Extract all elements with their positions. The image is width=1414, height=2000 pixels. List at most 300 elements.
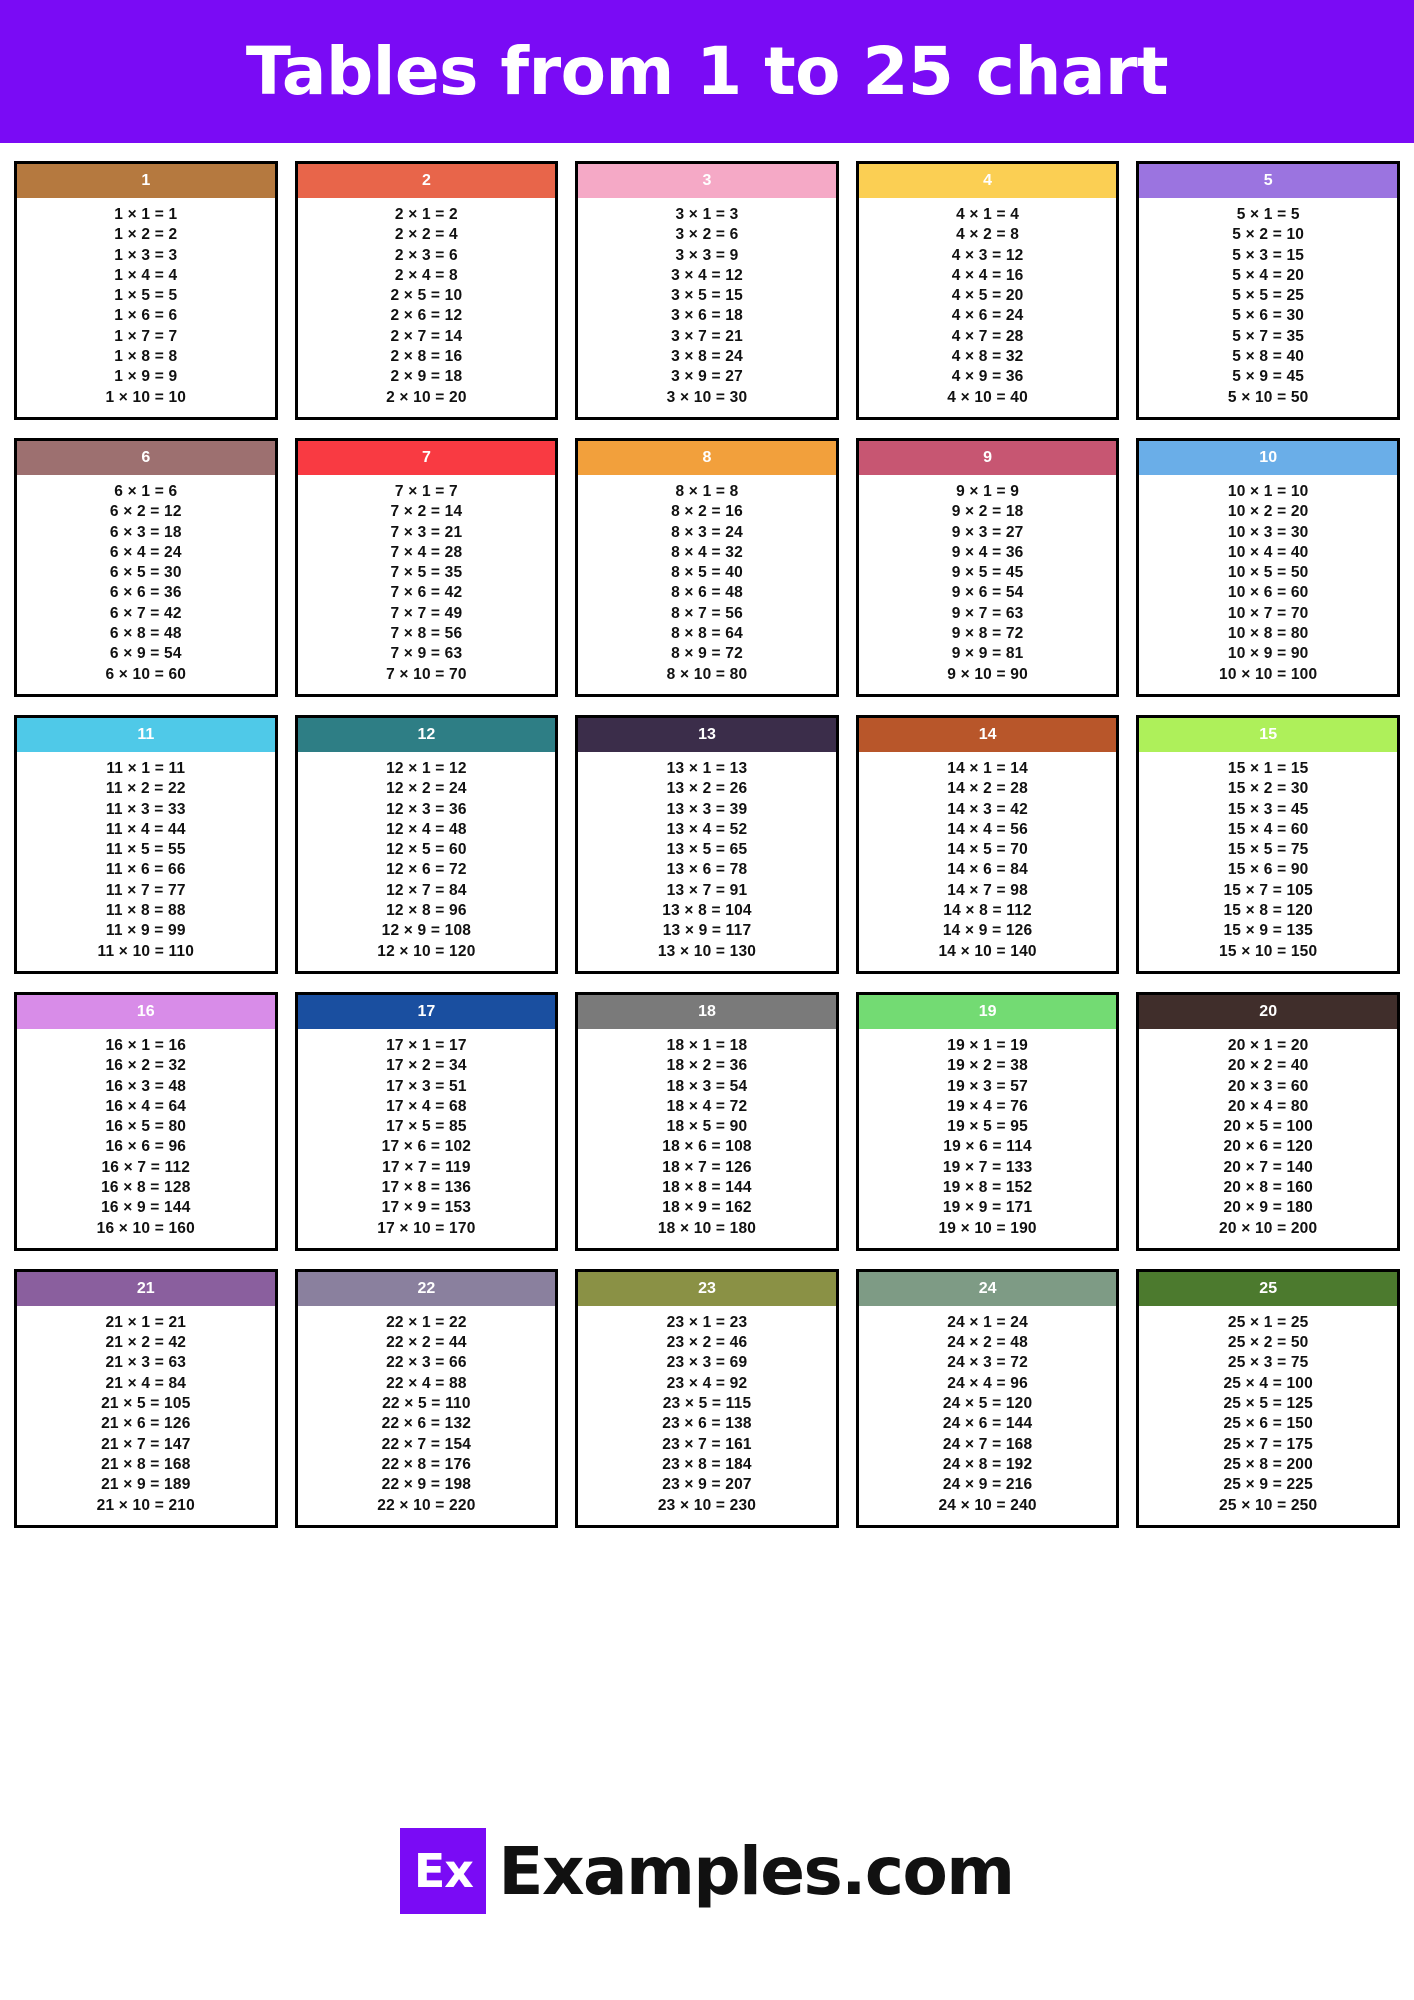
- table-row: 22 × 7 = 154: [381, 1435, 472, 1453]
- table-card: [295, 161, 559, 420]
- table-row: 9 × 7 = 63: [951, 604, 1024, 622]
- table-row: 10 × 7 = 70: [1227, 604, 1309, 622]
- table-row: 14 × 2 = 28: [947, 780, 1028, 798]
- table-row: 3 × 1 = 3: [675, 206, 739, 223]
- table-row: 13 × 6 = 78: [666, 861, 748, 879]
- table-row: 16 × 5 = 80: [105, 1118, 187, 1136]
- table-row: 11 × 2 = 22: [105, 780, 186, 798]
- table-row: 7 × 5 = 35: [390, 564, 463, 582]
- table-row: 24 × 6 = 144: [942, 1415, 1033, 1433]
- table-row: 11 × 8 = 88: [105, 902, 186, 920]
- table-row: 8 × 4 = 32: [671, 543, 743, 561]
- table-row: 2 × 4 = 8: [394, 266, 458, 284]
- table-row: 11 × 6 = 66: [105, 861, 186, 879]
- table-row: 1 × 9 = 9: [114, 368, 178, 386]
- table-row: 6 × 1 = 6: [114, 482, 178, 500]
- table-card-body: [859, 475, 1117, 694]
- table-row: 7 × 10 = 70: [386, 665, 467, 683]
- table-card-body: [1139, 198, 1397, 417]
- table-row: 13 × 2 = 26: [666, 780, 748, 798]
- table-row: 16 × 4 = 64: [105, 1097, 187, 1115]
- table-row: 15 × 6 = 90: [1227, 861, 1309, 879]
- table-card-header: 3: [578, 164, 836, 198]
- table-card-body: [17, 1306, 275, 1525]
- table-row: 16 × 7 = 112: [101, 1158, 191, 1176]
- table-card-header: 17: [298, 995, 556, 1029]
- table-row: 10 × 4 = 40: [1227, 543, 1309, 561]
- table-card-body: [859, 198, 1117, 417]
- table-row: 12 × 10 = 120: [377, 942, 476, 960]
- table-row: 25 × 6 = 150: [1223, 1415, 1313, 1433]
- table-row: 2 × 6 = 12: [390, 307, 463, 325]
- table-row: 19 × 8 = 152: [942, 1178, 1033, 1196]
- table-row: 9 × 3 = 27: [951, 523, 1024, 541]
- table-card: [1136, 715, 1400, 974]
- table-row: 3 × 6 = 18: [671, 307, 743, 325]
- table-row: 23 × 9 = 207: [662, 1476, 752, 1494]
- table-card: [856, 438, 1120, 697]
- table-row: 1 × 1 = 1: [114, 206, 178, 223]
- table-row: 10 × 3 = 30: [1227, 523, 1309, 541]
- table-row: 4 × 4 = 16: [951, 266, 1024, 284]
- table-card-header: 25: [1139, 1272, 1397, 1306]
- table-row: 19 × 3 = 57: [947, 1077, 1028, 1095]
- table-row: 22 × 8 = 176: [381, 1455, 472, 1473]
- table-row: 22 × 1 = 22: [386, 1313, 467, 1331]
- table-card-header: 22: [298, 1272, 556, 1306]
- table-row: 19 × 7 = 133: [942, 1158, 1033, 1176]
- table-card: [14, 715, 278, 974]
- table-card: [575, 992, 839, 1251]
- table-row: 10 × 6 = 60: [1227, 584, 1309, 602]
- table-row: 17 × 1 = 17: [386, 1036, 467, 1054]
- tables-grid: [0, 143, 1414, 1528]
- table-row: 2 × 8 = 16: [390, 348, 463, 366]
- table-row: 10 × 8 = 80: [1227, 625, 1309, 643]
- table-row: 4 × 7 = 28: [951, 327, 1024, 345]
- table-row: 2 × 10 = 20: [386, 388, 467, 406]
- table-row: 19 × 5 = 95: [947, 1118, 1028, 1136]
- table-row: 21 × 8 = 168: [101, 1455, 191, 1473]
- table-row: 6 × 9 = 54: [109, 645, 182, 663]
- table-row: 17 × 3 = 51: [386, 1077, 467, 1095]
- table-row: 16 × 3 = 48: [105, 1077, 187, 1095]
- table-row: 24 × 8 = 192: [942, 1455, 1033, 1473]
- table-row: 1 × 4 = 4: [114, 266, 178, 284]
- table-row: 20 × 8 = 160: [1223, 1178, 1313, 1196]
- table-row: 7 × 4 = 28: [390, 543, 463, 561]
- table-row: 25 × 1 = 25: [1227, 1313, 1309, 1331]
- table-row: 9 × 8 = 72: [951, 625, 1024, 643]
- table-card-header: 23: [578, 1272, 836, 1306]
- table-row: 14 × 6 = 84: [947, 861, 1028, 879]
- table-row: 1 × 2 = 2: [114, 226, 178, 244]
- brand-footer: [0, 1828, 1414, 2000]
- table-card-header: 15: [1139, 718, 1397, 752]
- table-card-header: 13: [578, 718, 836, 752]
- table-row: 9 × 9 = 81: [951, 645, 1024, 663]
- table-row: 20 × 4 = 80: [1227, 1097, 1309, 1115]
- table-row: 2 × 7 = 14: [390, 327, 463, 345]
- table-row: 6 × 6 = 36: [109, 584, 182, 602]
- table-row: 5 × 8 = 40: [1232, 348, 1305, 366]
- table-row: 19 × 6 = 114: [943, 1138, 1032, 1156]
- table-card-header: 16: [17, 995, 275, 1029]
- table-card-body: [298, 475, 556, 694]
- table-card-body: [578, 1306, 836, 1525]
- table-row: 4 × 9 = 36: [951, 368, 1024, 386]
- table-row: 21 × 6 = 126: [101, 1415, 191, 1433]
- table-row: 7 × 6 = 42: [390, 584, 463, 602]
- table-row: 20 × 3 = 60: [1227, 1077, 1309, 1095]
- table-card-header: 6: [17, 441, 275, 475]
- table-row: 16 × 6 = 96: [105, 1138, 187, 1156]
- table-row: 7 × 9 = 63: [390, 645, 463, 663]
- table-row: 24 × 2 = 48: [947, 1334, 1028, 1352]
- table-row: 4 × 2 = 8: [956, 226, 1020, 244]
- table-row: 15 × 1 = 15: [1227, 759, 1309, 777]
- table-row: 16 × 10 = 160: [96, 1219, 195, 1237]
- table-row: 16 × 1 = 16: [105, 1036, 187, 1054]
- table-row: 16 × 9 = 144: [101, 1199, 191, 1217]
- table-row: 12 × 6 = 72: [386, 861, 467, 879]
- table-card-header: 12: [298, 718, 556, 752]
- table-row: 24 × 1 = 24: [947, 1313, 1028, 1331]
- table-row: 19 × 9 = 171: [942, 1199, 1033, 1217]
- table-row: 19 × 2 = 38: [947, 1057, 1028, 1075]
- table-row: 14 × 7 = 98: [947, 881, 1028, 899]
- table-card: [575, 161, 839, 420]
- table-row: 25 × 4 = 100: [1223, 1374, 1313, 1392]
- table-row: 25 × 8 = 200: [1223, 1455, 1313, 1473]
- table-row: 23 × 3 = 69: [666, 1354, 748, 1372]
- table-row: 9 × 1 = 9: [956, 482, 1020, 500]
- table-row: 8 × 10 = 80: [666, 665, 748, 683]
- table-row: 11 × 9 = 99: [105, 922, 186, 940]
- table-row: 16 × 8 = 128: [101, 1178, 191, 1196]
- table-row: 12 × 7 = 84: [386, 881, 467, 899]
- table-row: 6 × 8 = 48: [109, 625, 182, 643]
- table-row: 14 × 1 = 14: [947, 759, 1028, 777]
- table-row: 17 × 5 = 85: [386, 1118, 467, 1136]
- table-card: [295, 992, 559, 1251]
- table-row: 7 × 7 = 49: [390, 604, 463, 622]
- table-row: 23 × 5 = 115: [662, 1395, 752, 1413]
- table-row: 18 × 3 = 54: [666, 1077, 748, 1095]
- table-row: 11 × 1 = 11: [106, 759, 186, 777]
- table-row: 4 × 8 = 32: [951, 348, 1024, 366]
- table-row: 25 × 3 = 75: [1227, 1354, 1309, 1372]
- table-row: 10 × 2 = 20: [1227, 503, 1309, 521]
- table-row: 24 × 5 = 120: [942, 1395, 1033, 1413]
- table-row: 23 × 7 = 161: [662, 1435, 752, 1453]
- table-card-body: [17, 752, 275, 971]
- table-card: [1136, 992, 1400, 1251]
- table-row: 17 × 2 = 34: [386, 1057, 467, 1075]
- table-row: 5 × 4 = 20: [1232, 266, 1305, 284]
- table-card-header: 24: [859, 1272, 1117, 1306]
- table-card: [856, 715, 1120, 974]
- table-row: 12 × 1 = 12: [386, 759, 467, 777]
- table-row: 13 × 8 = 104: [662, 902, 752, 920]
- table-card-header: 5: [1139, 164, 1397, 198]
- table-row: 17 × 8 = 136: [381, 1178, 472, 1196]
- table-row: 25 × 9 = 225: [1223, 1476, 1313, 1494]
- table-row: 23 × 1 = 23: [666, 1313, 748, 1331]
- table-row: 3 × 10 = 30: [666, 388, 748, 406]
- table-row: 6 × 3 = 18: [109, 523, 182, 541]
- table-card-header: 4: [859, 164, 1117, 198]
- table-row: 14 × 8 = 112: [943, 902, 1032, 920]
- table-row: 9 × 5 = 45: [951, 564, 1024, 582]
- table-row: 11 × 7 = 77: [105, 881, 186, 899]
- table-row: 8 × 5 = 40: [671, 564, 743, 582]
- table-row: 13 × 1 = 13: [666, 759, 748, 777]
- table-row: 21 × 7 = 147: [101, 1435, 191, 1453]
- table-row: 23 × 4 = 92: [666, 1374, 748, 1392]
- table-row: 21 × 10 = 210: [96, 1496, 195, 1514]
- table-row: 25 × 2 = 50: [1227, 1334, 1309, 1352]
- table-row: 4 × 3 = 12: [951, 246, 1024, 264]
- table-row: 6 × 2 = 12: [109, 503, 182, 521]
- table-row: 24 × 4 = 96: [947, 1374, 1028, 1392]
- table-row: 11 × 10 = 110: [97, 942, 195, 960]
- table-card-body: [17, 198, 275, 417]
- table-card-header: 21: [17, 1272, 275, 1306]
- table-row: 8 × 3 = 24: [671, 523, 743, 541]
- table-row: 24 × 10 = 240: [938, 1496, 1037, 1514]
- table-card: [856, 161, 1120, 420]
- table-card: [1136, 438, 1400, 697]
- table-row: 25 × 10 = 250: [1219, 1496, 1318, 1514]
- table-row: 21 × 2 = 42: [105, 1334, 187, 1352]
- table-row: 2 × 1 = 2: [394, 206, 458, 223]
- table-row: 13 × 9 = 117: [662, 922, 752, 940]
- table-row: 17 × 4 = 68: [386, 1097, 467, 1115]
- table-row: 24 × 9 = 216: [942, 1476, 1033, 1494]
- table-row: 24 × 7 = 168: [942, 1435, 1033, 1453]
- table-row: 17 × 6 = 102: [381, 1138, 472, 1156]
- table-row: 5 × 6 = 30: [1232, 307, 1305, 325]
- table-row: 9 × 6 = 54: [951, 584, 1024, 602]
- table-row: 17 × 9 = 153: [381, 1199, 472, 1217]
- table-row: 20 × 1 = 20: [1227, 1036, 1309, 1054]
- table-card-body: [578, 752, 836, 971]
- table-row: 3 × 7 = 21: [671, 327, 743, 345]
- table-card: [575, 438, 839, 697]
- table-card-body: [1139, 1029, 1397, 1248]
- table-card-header: 1: [17, 164, 275, 198]
- table-row: 10 × 5 = 50: [1227, 564, 1309, 582]
- table-row: 23 × 6 = 138: [662, 1415, 752, 1433]
- table-row: 1 × 7 = 7: [114, 327, 178, 345]
- table-row: 17 × 7 = 119: [382, 1158, 471, 1176]
- table-row: 21 × 4 = 84: [105, 1374, 187, 1392]
- table-card: [14, 161, 278, 420]
- table-row: 6 × 7 = 42: [109, 604, 182, 622]
- table-row: 10 × 9 = 90: [1227, 645, 1309, 663]
- table-row: 14 × 5 = 70: [947, 841, 1028, 859]
- table-row: 1 × 5 = 5: [114, 287, 178, 305]
- table-card: [1136, 161, 1400, 420]
- table-row: 13 × 10 = 130: [657, 942, 757, 960]
- table-row: 8 × 9 = 72: [671, 645, 743, 663]
- table-row: 4 × 5 = 20: [951, 287, 1024, 305]
- table-row: 3 × 4 = 12: [671, 266, 743, 284]
- table-card: [14, 992, 278, 1251]
- table-row: 14 × 9 = 126: [942, 922, 1033, 940]
- table-row: 6 × 5 = 30: [109, 564, 182, 582]
- table-card-header: 18: [578, 995, 836, 1029]
- table-row: 21 × 1 = 21: [105, 1313, 187, 1331]
- table-card-header: 7: [298, 441, 556, 475]
- table-row: 8 × 1 = 8: [675, 482, 739, 500]
- table-card-body: [1139, 752, 1397, 971]
- table-row: 12 × 3 = 36: [386, 800, 467, 818]
- table-row: 1 × 8 = 8: [114, 348, 178, 366]
- table-card: [575, 715, 839, 974]
- table-row: 8 × 7 = 56: [671, 604, 743, 622]
- table-card: [14, 438, 278, 697]
- table-row: 22 × 9 = 198: [381, 1476, 472, 1494]
- table-row: 25 × 7 = 175: [1223, 1435, 1313, 1453]
- table-card-body: [298, 752, 556, 971]
- table-card-header: 10: [1139, 441, 1397, 475]
- table-card: [1136, 1269, 1400, 1528]
- table-row: 22 × 10 = 220: [377, 1496, 476, 1514]
- table-card-body: [578, 475, 836, 694]
- table-row: 23 × 2 = 46: [666, 1334, 748, 1352]
- table-card-body: [859, 1306, 1117, 1525]
- table-row: 9 × 2 = 18: [951, 503, 1024, 521]
- table-row: 13 × 7 = 91: [666, 881, 748, 899]
- table-row: 22 × 6 = 132: [381, 1415, 472, 1433]
- table-row: 14 × 4 = 56: [947, 820, 1028, 838]
- table-row: 4 × 10 = 40: [947, 388, 1028, 406]
- table-row: 18 × 4 = 72: [666, 1097, 748, 1115]
- table-row: 7 × 1 = 7: [394, 482, 458, 500]
- table-row: 17 × 10 = 170: [377, 1219, 476, 1237]
- table-row: 19 × 1 = 19: [947, 1036, 1028, 1054]
- table-row: 2 × 2 = 4: [394, 226, 458, 244]
- table-row: 15 × 8 = 120: [1223, 902, 1313, 920]
- table-row: 14 × 3 = 42: [947, 800, 1028, 818]
- table-row: 7 × 2 = 14: [390, 503, 463, 521]
- table-card-header: 2: [298, 164, 556, 198]
- examples-logo-icon: Ex: [400, 1828, 486, 1914]
- table-row: 3 × 8 = 24: [671, 348, 743, 366]
- table-row: 2 × 9 = 18: [390, 368, 463, 386]
- table-row: 3 × 3 = 9: [675, 246, 739, 264]
- table-row: 18 × 10 = 180: [657, 1219, 757, 1237]
- table-row: 2 × 5 = 10: [390, 287, 463, 305]
- table-card: [295, 715, 559, 974]
- table-card-body: [1139, 475, 1397, 694]
- table-row: 1 × 6 = 6: [114, 307, 178, 325]
- table-row: 3 × 9 = 27: [671, 368, 743, 386]
- table-card-body: [578, 1029, 836, 1248]
- table-row: 20 × 9 = 180: [1223, 1199, 1313, 1217]
- table-card: [575, 1269, 839, 1528]
- table-row: 8 × 2 = 16: [671, 503, 743, 521]
- table-row: 5 × 2 = 10: [1232, 226, 1305, 244]
- page-header: [0, 0, 1414, 143]
- table-card-body: [1139, 1306, 1397, 1525]
- table-card-header: 11: [17, 718, 275, 752]
- table-row: 19 × 4 = 76: [947, 1097, 1028, 1115]
- table-row: 13 × 4 = 52: [666, 820, 748, 838]
- table-row: 6 × 4 = 24: [109, 543, 182, 561]
- table-row: 9 × 10 = 90: [947, 665, 1028, 683]
- table-card-body: [298, 1306, 556, 1525]
- table-row: 13 × 5 = 65: [666, 841, 748, 859]
- table-row: 5 × 3 = 15: [1232, 246, 1305, 264]
- table-row: 22 × 2 = 44: [386, 1334, 467, 1352]
- table-row: 18 × 7 = 126: [662, 1158, 752, 1176]
- table-card-body: [298, 198, 556, 417]
- table-row: 14 × 10 = 140: [938, 942, 1037, 960]
- table-card: [14, 1269, 278, 1528]
- brand-name: Examples.com: [498, 1832, 1014, 1910]
- table-row: 12 × 9 = 108: [381, 922, 472, 940]
- table-row: 8 × 8 = 64: [671, 625, 743, 643]
- table-row: 22 × 4 = 88: [386, 1374, 467, 1392]
- table-row: 7 × 3 = 21: [390, 523, 463, 541]
- table-row: 12 × 8 = 96: [386, 902, 467, 920]
- table-row: 18 × 9 = 162: [662, 1199, 752, 1217]
- table-card-body: [859, 752, 1117, 971]
- table-row: 22 × 5 = 110: [382, 1395, 471, 1413]
- table-card-body: [17, 1029, 275, 1248]
- table-row: 3 × 2 = 6: [675, 226, 739, 244]
- table-card: [295, 438, 559, 697]
- table-row: 5 × 9 = 45: [1232, 368, 1305, 386]
- table-row: 16 × 2 = 32: [105, 1057, 187, 1075]
- table-card-header: 19: [859, 995, 1117, 1029]
- table-row: 11 × 3 = 33: [105, 800, 186, 818]
- table-row: 23 × 10 = 230: [657, 1496, 757, 1514]
- table-row: 1 × 3 = 3: [114, 246, 178, 264]
- table-row: 10 × 1 = 10: [1227, 482, 1309, 500]
- table-row: 9 × 4 = 36: [951, 543, 1024, 561]
- table-row: 15 × 3 = 45: [1227, 800, 1309, 818]
- table-row: 20 × 2 = 40: [1227, 1057, 1309, 1075]
- table-row: 1 × 10 = 10: [105, 388, 187, 406]
- table-row: 18 × 2 = 36: [666, 1057, 748, 1075]
- table-card-body: [298, 1029, 556, 1248]
- table-row: 21 × 3 = 63: [105, 1354, 187, 1372]
- table-row: 24 × 3 = 72: [947, 1354, 1028, 1372]
- table-card: [856, 992, 1120, 1251]
- table-row: 2 × 3 = 6: [394, 246, 458, 264]
- table-card-body: [859, 1029, 1117, 1248]
- table-row: 4 × 6 = 24: [951, 307, 1024, 325]
- table-row: 18 × 5 = 90: [666, 1118, 748, 1136]
- table-row: 11 × 4 = 44: [105, 820, 186, 838]
- table-row: 5 × 7 = 35: [1232, 327, 1305, 345]
- table-card: [856, 1269, 1120, 1528]
- table-row: 5 × 5 = 25: [1232, 287, 1305, 305]
- table-row: 15 × 5 = 75: [1227, 841, 1309, 859]
- table-row: 21 × 9 = 189: [101, 1476, 191, 1494]
- table-row: 7 × 8 = 56: [390, 625, 463, 643]
- table-row: 6 × 10 = 60: [105, 665, 187, 683]
- table-row: 23 × 8 = 184: [662, 1455, 752, 1473]
- table-row: 18 × 6 = 108: [662, 1138, 752, 1156]
- table-row: 15 × 2 = 30: [1227, 780, 1309, 798]
- table-row: 20 × 7 = 140: [1223, 1158, 1313, 1176]
- table-row: 15 × 9 = 135: [1223, 922, 1313, 940]
